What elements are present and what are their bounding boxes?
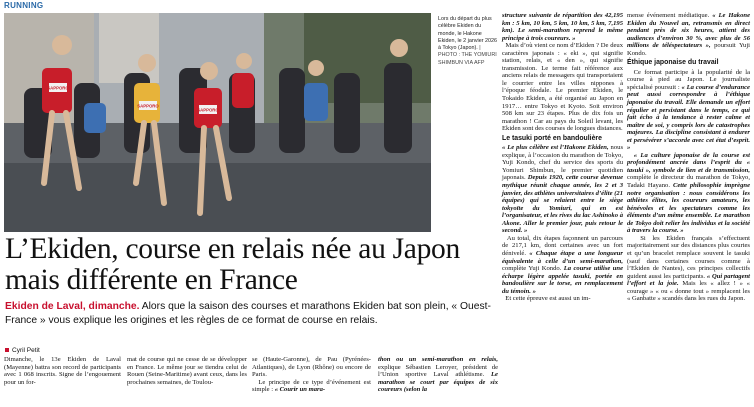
quote: Depuis 1920, cette course devenue mythique réunit chaque année, les 2 et 3 janvier, des athlètes universitaires d’élite (21 équipes) qui se relaient entre le siège tokyoïte du Yomiuri, qui en est l’organisateur, et les rives du lac Ashinoko à Akone. Aller le premier jour, puis retour le second. »	[502, 174, 623, 235]
quote: thon ou un semi-marathon en relais,	[378, 356, 498, 363]
paragraph: Mais d’où vient ce nom d’Ekiden ? De deux caractères japonais : « eki », qui signifie station, relais, et « den », qui signifie transmission. Le terme fait référence aux anciens relais de messagers qui transportaient le courrier entre les villes nippones à l’époque féodale. Le premier Ekiden, le Tokaido Ekiden, a été organisé au Japon en 1917… entre Tokyo et Kyoto. Soit environ 508 km sur 23 étapes. Plus de dix fois un marathon ! Car au pays du Soleil levant, les Ekiden sont des courses de longues distances.	[502, 42, 624, 133]
author-name: Cyril Petit	[12, 347, 40, 354]
quote: Le marathon se court par équipes de six coureurs (selon la	[378, 371, 498, 393]
byline	[5, 347, 40, 354]
article-column-5	[627, 12, 750, 303]
lede	[5, 300, 500, 327]
runners-photo	[4, 13, 431, 232]
bib-text: SAPPORO	[197, 107, 219, 113]
quote: Cette philosophie imprègne notre organisation : nous considérons les athlètes élites, les coureurs amateurs, les bénévoles et les spectateurs comme les éléments d’un même ensemble. Le marathon de Tokyo doit relier les individus et la société à travers la course. »	[627, 182, 750, 235]
paragraph: Au total, dix étapes façonnent un parcours de 217,1 km, dont certaines avec un fort dénivelé.	[502, 234, 623, 257]
photo-caption	[438, 16, 500, 67]
paragraph: Ce format participe à la popularité de la course à pied au Japon. Le journaliste spécialisé poursuit :	[627, 68, 751, 91]
article-column-3	[252, 356, 371, 394]
paragraph: Mais les « allez ! » « courage » « ou « donne tout » remplacent les « Ganbatte » scandés dans les rues du Japon.	[627, 280, 750, 303]
paragraph: complète le directeur du marathon de Tokyo, Tadaki Hayano.	[627, 174, 750, 190]
caption-text: Lors du départ du plus célèbre Ekiden du monde, le Hakone Ekiden, le 2 janvier 2026 à Tokyo (Japon).	[438, 16, 498, 52]
paragraph: Le principe de ce type d’événement est simple :	[252, 378, 371, 393]
article-column-4-bottom	[378, 356, 498, 394]
quote: « Le plus célèbre est l’Hakone Ekiden,	[502, 144, 609, 152]
byline-marker	[5, 348, 9, 352]
bib-text: SAPPORO	[47, 85, 69, 91]
section-label: RUNNING	[4, 1, 44, 10]
quote: structure suivante de répartition des 42,195 km : 5 km, 10 km, 5 km, 10 km, 5 km, 7,195 km). Le semi-marathon reprend le même principe à trois coureurs. »	[502, 12, 623, 42]
subheading: Le tasuki porté en bandoulière	[502, 134, 602, 142]
paragraph: complète Yuji Kondo.	[502, 265, 564, 273]
quote: « Chaque étape a une longueur équivalente à celle d’un semi-marathon,	[502, 249, 623, 265]
paragraph: Si les Ekiden français s’effectuent majoritairement sur des distances plus courtes et qu’un bracelet remplace souvent le tasuki (sauf dans certaines courses comme à l’Ekiden de Nantes), ces principes collectifs guident aussi les participants.	[627, 234, 751, 280]
paragraph: explique Sébastien Leroyer, président de l’Union sportive Laval athlétisme.	[378, 363, 498, 378]
subheading: Éthique japonaise du travail	[627, 59, 719, 67]
paragraph: poursuit Yuji Kondo.	[627, 42, 750, 57]
runners-photo-illustration	[4, 13, 431, 232]
quote: « La course d’endurance peut aussi correspondre à l’éthique japonaise du travail. Elle demande un effort régulier et persistant dans le temps, ce qui fait écho à la tendance à rester calme et maître de soi, y compris lors de catastrophes majeures. La discipline consistant à endurer et persévérer s’accorde avec cet état d’esprit. »	[627, 83, 750, 152]
lede-text: Alors que la saison des courses et marathons Ekiden bat son plein, « Ouest-France » vous explique les origines et les règles de ce format de course en relais.	[5, 301, 491, 326]
paragraph: Dimanche, le 13e Ekiden de Laval (Mayenne) battra son record de participants avec 1 068 inscrits. Signe de l’engouement pour un for-	[4, 356, 121, 386]
paragraph: mat de course qui ne cesse de se développer en France. Le même jour se tiendra celui de Rouen (Seine-Maritime) avant ceux, dans les prochaines semaines, de Toulou-	[127, 356, 247, 386]
quote: « Qui partagent l’effort et la joie.	[627, 272, 751, 288]
quote: « Le Hakone Ekiden du Nouvel an, retransmis en direct pendant près de six heures, attient des audiences d’environ 30 %, avec plus de 56 millions de téléspectateurs »,	[627, 12, 750, 50]
photo-credit: | PHOTO : THE YOMIURI SHIMBUN VIA AFP	[438, 45, 497, 66]
article-column-2	[127, 356, 247, 386]
paragraph: mense événement médiatique.	[627, 12, 713, 19]
quote: « Courir un mara-	[274, 386, 326, 393]
quote: La course utilise une écharpe légère appelée tasuki, portée en bandoulière sur le torse, en remplacement du témoin. »	[502, 265, 623, 295]
article-column-1	[4, 356, 121, 386]
lede-highlight: Ekiden de Laval, dimanche.	[5, 301, 140, 312]
paragraph: Et cette épreuve est aussi un im-	[505, 295, 591, 303]
article-column-4	[502, 12, 623, 303]
paragraph: se (Haute-Garonne), de Pau (Pyrénées-Atlantiques), de Lyon (Rhône) ou encore de Paris.	[252, 356, 371, 378]
quote: « La culture japonaise de la course est profondément ancrée dans l’esprit du « tasuki », symbole de lien et de transmission,	[627, 151, 751, 174]
headline: L’Ekiden, course en relais née au Japon mais différente en France	[5, 233, 460, 296]
bib-text: SAPPORO	[137, 103, 159, 109]
paragraph: nous explique, à l’occasion du marathon de Tokyo, Yuji Kondo, chef du service des sports du Yomiuri Shimbun, le premier quotidien japonais.	[502, 144, 624, 182]
